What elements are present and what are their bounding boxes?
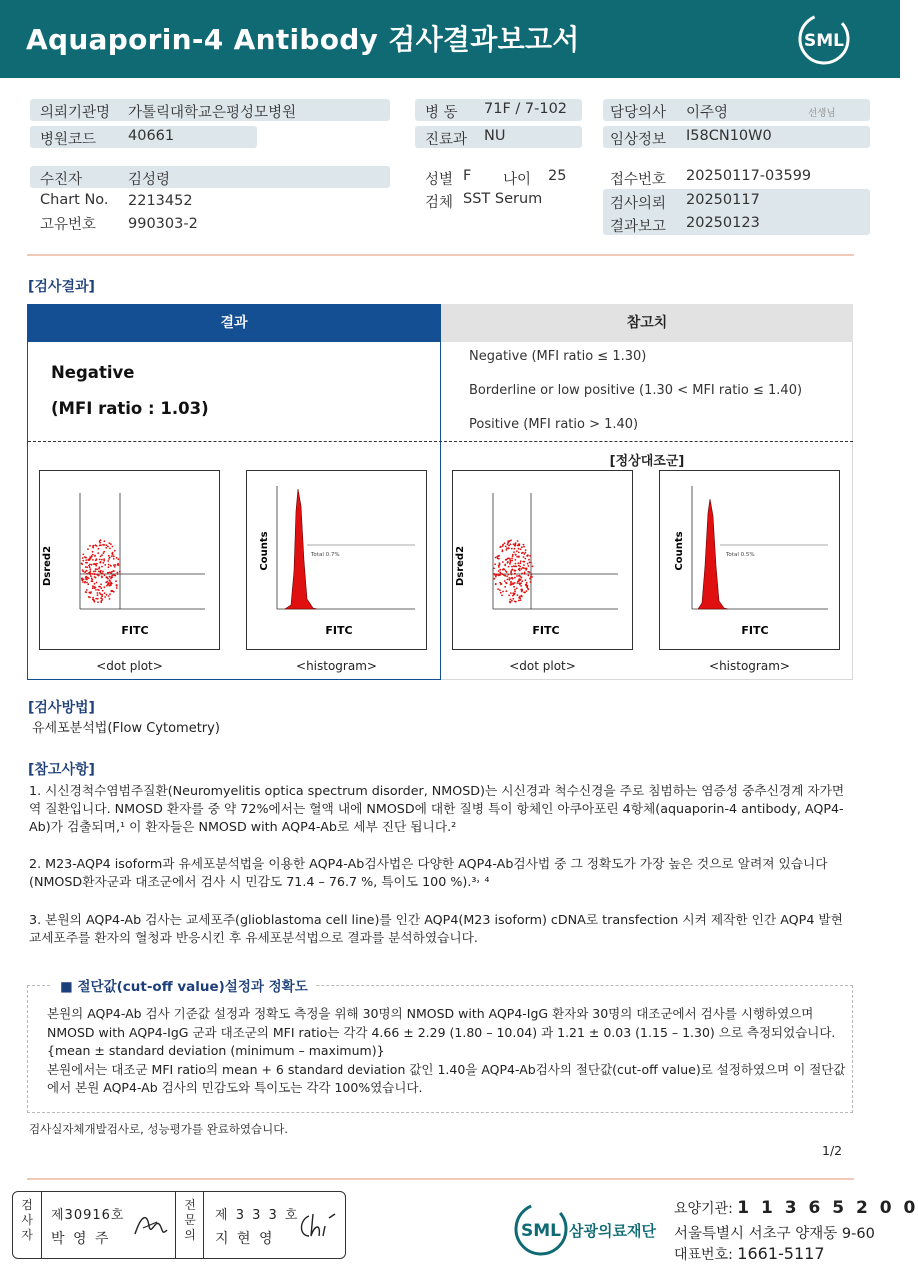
- phone-value: 1661-5117: [737, 1244, 825, 1263]
- note-paragraph-1: 1. 시신경척수염범주질환(Neuromyelitis optica spectrum disorder, NMOSD)는 시신경과 척수신경을 주로 침범하는 염증성 중추신경계 자가면역 질환입니다. NMOSD 환자를 중 약 72%에서는 혈액 내에 NMOSD에 대한 질병 특이 항체인 아쿠아포린 4항체(aquaporin-4 antibody, AQP4-Ab)가 검출되며,¹ 이 환자들은 NMOSD with AQP4-Ab로 세부 진단 됩니다.²: [29, 783, 845, 834]
- control-title: [정상대조군]: [609, 454, 685, 469]
- patient-label: 수진자: [40, 172, 83, 188]
- receipt-label: 접수번호: [610, 172, 667, 188]
- footer-divider: [27, 1178, 854, 1180]
- specialist-license: 제 3 3 3 호: [215, 1208, 300, 1223]
- ref-positive: Positive (MFI ratio > 1.40): [469, 417, 639, 432]
- organization-name: 삼광의료재단: [569, 1222, 656, 1240]
- method-title: [검사방법]: [28, 700, 95, 716]
- page-number: 1/2: [822, 1143, 843, 1158]
- organization-address: 서울특별시 서초구 양재동 9-60: [674, 1226, 875, 1242]
- request-value: 20250117: [686, 192, 760, 208]
- institution-code: [674, 1198, 918, 1218]
- doctor-value: 이주영: [686, 105, 729, 121]
- hist-xlabel: FITC: [325, 624, 353, 637]
- specimen-label: 검체: [425, 195, 454, 211]
- examiner-license: 제30916호: [51, 1208, 125, 1223]
- hospital-label: 의뢰기관명: [40, 105, 111, 121]
- examiner-label: 검 사 자: [21, 1198, 33, 1242]
- cutoff-title: ■ 절단값(cut-off value)설정과 정확도: [52, 975, 316, 995]
- patient-total-label: Total 0.7%: [311, 552, 340, 558]
- cutoff-paragraph-1: 본원의 AQP4-Ab 검사 기준값 설정과 정확도 측정을 위해 30명의 NMOSD with AQP4-IgG 환자와 30명의 대조군에서 검사를 시행하였으며 NMOSD with AQP4-IgG 군과 대조군의 MFI ratio는 각각 4.66 ± 2.29 (1.80 – 10.04) 과 1.21 ± 0.03 (1.15 – 1.30) 으로 측정되었습니다. {mean ± standard deviation (minimum – maximum)}: [47, 1006, 836, 1058]
- dot-xlabel: FITC: [121, 624, 149, 637]
- patient-hist-caption: <histogram>: [296, 659, 377, 673]
- ward-value: 71F / 7-102: [484, 101, 568, 117]
- control-hist-caption: <histogram>: [709, 659, 790, 673]
- request-label: 검사의뢰: [610, 196, 667, 212]
- patient-value: 김성령: [128, 172, 171, 188]
- cutoff-text: [47, 1005, 847, 1098]
- divider: [27, 254, 854, 256]
- phone-number: [674, 1244, 825, 1264]
- unique-value: 990303-2: [128, 216, 198, 232]
- age-label: 나이: [503, 172, 532, 188]
- note-paragraph-2: 2. M23-AQP4 isoform과 유세포분석법을 이용한 AQP4-Ab검사법은 다양한 AQP4-Ab검사법 중 그 정확도가 가장 높은 것으로 알려져 있습니다(NMOSD환자군과 대조군에서 검사 시 민감도 71.4 – 76.7 %, 특이도 100 %).³˒ ⁴: [29, 856, 828, 889]
- control-histogram-peak: [698, 499, 728, 609]
- clinical-value: I58CN10W0: [686, 128, 772, 144]
- hospital-value: 가톨릭대학교은평성모병원: [128, 105, 297, 121]
- method-text: 유세포분석법(Flow Cytometry): [32, 721, 220, 736]
- bottom-logo-text: SML: [521, 1221, 561, 1241]
- dashed-separator: [28, 441, 853, 442]
- report-label: 결과보고: [610, 219, 667, 235]
- specimen-value: SST Serum: [463, 191, 543, 207]
- control-hist-ylabel: Counts: [674, 531, 685, 571]
- sex-value: F: [463, 168, 472, 184]
- institution-code-value: 1 1 3 6 5 2 0 0: [737, 1198, 918, 1218]
- sml-foundation-logo-icon: [512, 1200, 570, 1258]
- chart-value: 2213452: [128, 193, 193, 209]
- sml-logo-icon: [797, 12, 851, 66]
- ward-label: 병 동: [425, 105, 458, 121]
- ref-borderline: Borderline or low positive (1.30 < MFI ratio ≤ 1.40): [469, 383, 803, 398]
- control-dot-ylabel: Dsred2: [455, 545, 466, 587]
- control-total-label: Total 0.5%: [726, 552, 755, 558]
- receipt-value: 20250117-03599: [686, 168, 812, 184]
- notes-title: [참고사항]: [28, 762, 95, 778]
- control-hist-xlabel: FITC: [741, 624, 769, 637]
- logo-text: SML: [804, 31, 844, 51]
- report-title: Aquaporin-4 Antibody 검사결과보고서: [26, 23, 580, 56]
- doctor-label: 담당의사: [610, 105, 667, 121]
- clinical-label: 임상정보: [610, 132, 667, 148]
- dept-label: 진료과: [425, 132, 468, 148]
- ref-negative: Negative (MFI ratio ≤ 1.30): [469, 349, 647, 364]
- control-dot-caption: <dot plot>: [509, 659, 576, 673]
- reference-header: 참고치: [441, 304, 853, 342]
- hospital-code-value: 40661: [128, 128, 175, 144]
- patient-dot-caption: <dot plot>: [96, 659, 163, 673]
- control-histogram: [659, 470, 840, 650]
- examiner-signature-icon: [131, 1206, 171, 1246]
- result-header: 결과: [27, 304, 441, 342]
- result-negative: Negative: [51, 363, 135, 382]
- patient-histogram: [246, 470, 427, 650]
- results-section-title: [검사결과]: [28, 279, 95, 295]
- cutoff-paragraph-2: 본원에서는 대조군 MFI ratio의 mean + 6 standard deviation 값인 1.40을 AQP4-Ab검사의 절단값(cut-off value)로 설정하였으며 이 절단값에서 본원 AQP4-Ab 검사의 민감도와 특이도는 각각 100%였습니다.: [47, 1061, 846, 1095]
- note-paragraph-3: 3. 본원의 AQP4-Ab 검사는 교세포주(glioblastoma cell line)를 인간 AQP4(M23 isoform) cDNA로 transfection 시켜 제작한 인간 AQP4 발현 교세포주를 환자의 혈청과 반응시킨 후 유세포분석법으로 결과를 분석하였습니다.: [29, 912, 843, 945]
- patient-dot-plot: [39, 470, 220, 650]
- institution-code-label: 요양기관:: [674, 1201, 733, 1217]
- chart-label: Chart No.: [40, 192, 109, 208]
- unique-label: 고유번호: [40, 217, 97, 233]
- age-value: 25: [548, 168, 567, 184]
- dept-value: NU: [484, 128, 506, 144]
- validation-note: 검사실자체개발검사로, 성능평가를 완료하였습니다.: [29, 1122, 289, 1136]
- doctor-suffix: 선생님: [808, 108, 836, 119]
- histogram-peak: [285, 489, 317, 609]
- report-header: [0, 0, 900, 78]
- specialist-name: 지 현 영: [215, 1231, 275, 1247]
- signature-box: [12, 1191, 346, 1259]
- specialist-label: 전 문 의: [184, 1198, 196, 1242]
- sex-label: 성별: [425, 172, 454, 188]
- specialist-signature-icon: [295, 1206, 339, 1246]
- report-value: 20250123: [686, 215, 760, 231]
- phone-label: 대표번호:: [674, 1247, 733, 1263]
- result-mfi-ratio: (MFI ratio : 1.03): [51, 399, 209, 418]
- control-dot-plot: [452, 470, 633, 650]
- hist-ylabel: Counts: [259, 531, 270, 571]
- examiner-name: 박 영 주: [51, 1231, 111, 1247]
- dot-ylabel: Dsred2: [42, 545, 53, 587]
- hospital-code-label: 병원코드: [40, 132, 97, 148]
- patient-row-bg: [30, 166, 390, 188]
- control-dot-xlabel: FITC: [532, 624, 560, 637]
